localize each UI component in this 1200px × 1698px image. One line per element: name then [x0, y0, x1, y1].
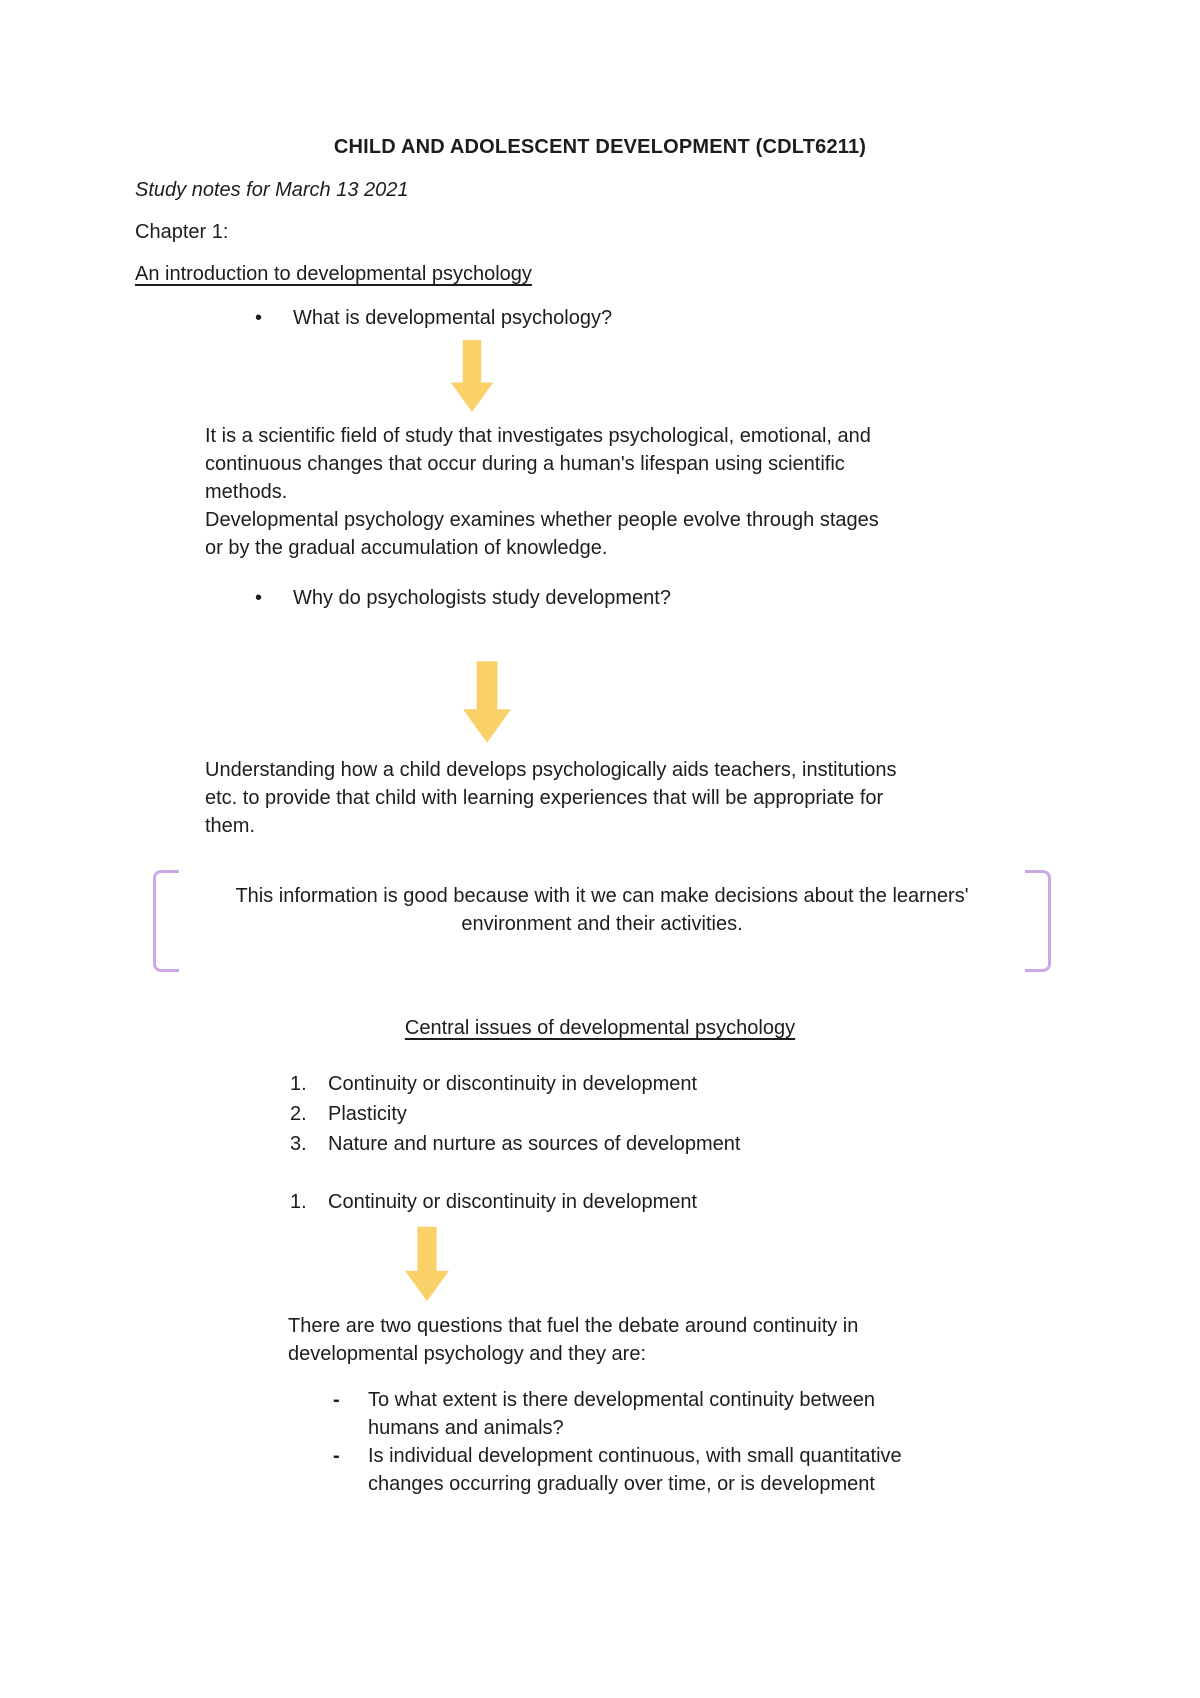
list-item-label: Continuity or discontinuity in development — [328, 1073, 698, 1095]
paragraph-line: Developmental psychology examines whether people evolve through stages — [205, 509, 879, 531]
list-number: 2. — [290, 1103, 307, 1125]
list-number: 1. — [290, 1191, 307, 1213]
note-callout-box — [153, 870, 1051, 972]
paragraph-line: developmental psychology and they are: — [288, 1343, 647, 1365]
bullet-icon: • — [255, 587, 263, 609]
question-bullet-2 — [255, 584, 1065, 612]
list-item — [290, 1130, 1065, 1158]
down-arrow-shape — [463, 661, 511, 742]
note-bracket-right — [1025, 870, 1051, 972]
chapter-label: Chapter 1: — [135, 221, 229, 243]
debate-intro-paragraph — [288, 1312, 1065, 1368]
paragraph-line: methods. — [205, 481, 288, 503]
answer-1-paragraph — [205, 422, 1065, 562]
question-2-label: Why do psychologists study development? — [293, 587, 671, 609]
down-arrow-icon — [463, 660, 511, 744]
paragraph-line: them. — [205, 815, 256, 837]
paragraph-line: To what extent is there developmental continuity between — [368, 1389, 875, 1411]
paragraph-line: It is a scientific field of study that investigates psychological, emotional, and — [205, 425, 871, 447]
list-item — [333, 1386, 1065, 1442]
central-issues-heading: Central issues of developmental psychology — [404, 1017, 796, 1039]
down-arrow-icon — [405, 1226, 449, 1302]
doc-subtitle: Study notes for March 13 2021 — [135, 179, 409, 201]
paragraph-line: or by the gradual accumulation of knowledge. — [205, 537, 608, 559]
question-bullet-1 — [255, 304, 1065, 332]
debate-questions-list — [135, 1386, 1065, 1498]
list-item-label — [368, 1442, 902, 1498]
dash-icon: - — [333, 1445, 340, 1467]
down-arrow-icon — [450, 340, 494, 412]
list-item — [333, 1442, 1065, 1498]
list-item-label: Nature and nurture as sources of development — [328, 1133, 741, 1155]
paragraph-line: Is individual development continuous, with small quantitative — [368, 1445, 902, 1467]
paragraph-line: There are two questions that fuel the debate around continuity in — [288, 1315, 859, 1337]
answer-2-paragraph — [205, 756, 1065, 840]
question-1-label: What is developmental psychology? — [293, 307, 613, 329]
paragraph-line: humans and animals? — [368, 1417, 564, 1439]
bullet-icon: • — [255, 307, 263, 329]
list-item-label: Continuity or discontinuity in development — [328, 1191, 698, 1213]
list-number: 3. — [290, 1133, 307, 1155]
down-arrow-shape — [451, 340, 493, 412]
note-text-line: environment and their activities. — [461, 913, 743, 935]
note-bracket-left — [153, 870, 179, 972]
paragraph-line: Understanding how a child develops psychologically aids teachers, institutions — [205, 759, 897, 781]
repeated-issue-item — [290, 1188, 1065, 1216]
paragraph-line: continuous changes that occur during a human's lifespan using scientific — [205, 453, 845, 475]
down-arrow-shape — [405, 1227, 449, 1302]
list-item-label: Plasticity — [328, 1103, 407, 1125]
central-issues-list — [135, 1070, 1065, 1158]
note-text-line: This information is good because with it we can make decisions about the learners' — [235, 885, 969, 907]
list-number: 1. — [290, 1073, 307, 1095]
paragraph-line: etc. to provide that child with learning experiences that will be appropriate for — [205, 787, 884, 809]
list-item — [290, 1100, 1065, 1128]
dash-icon: - — [333, 1389, 340, 1411]
list-item-label — [368, 1386, 875, 1442]
list-item — [290, 1070, 1065, 1098]
paragraph-line: changes occurring gradually over time, or is development — [368, 1473, 875, 1495]
page-title: CHILD AND ADOLESCENT DEVELOPMENT (CDLT6211) — [333, 136, 867, 158]
intro-section-heading: An introduction to developmental psychology — [135, 263, 532, 285]
